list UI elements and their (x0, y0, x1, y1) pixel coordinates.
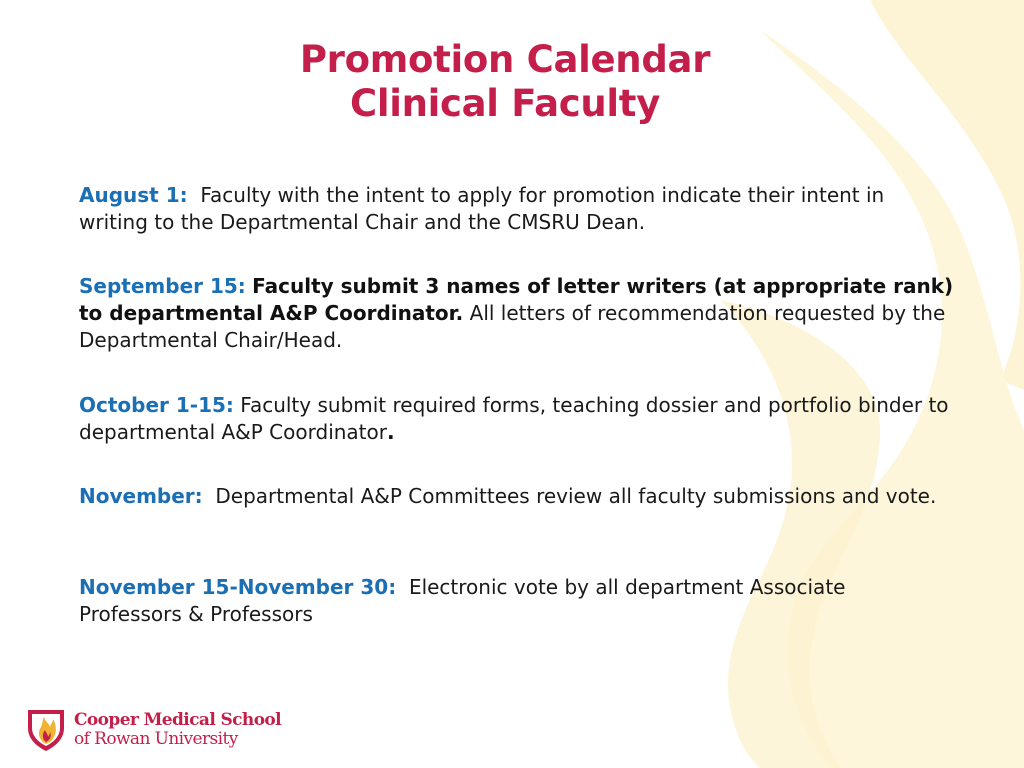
title-block (0, 38, 1010, 126)
flame-shield-icon (26, 708, 66, 752)
calendar-entry-august (79, 182, 954, 236)
calendar-entry-november (79, 483, 954, 510)
entry-date: October 1-15: (79, 393, 234, 417)
logo-school-name: Cooper Medical School (74, 710, 282, 730)
entry-date: November 15-November 30: (79, 575, 397, 599)
entry-date: September 15: (79, 274, 246, 298)
calendar-entry-october (79, 392, 954, 446)
logo-university-name: of Rowan University (74, 729, 238, 749)
page-subtitle: Clinical Faculty (349, 82, 661, 125)
page-title: Promotion Calendar (299, 38, 711, 81)
entry-text: Departmental A&P Committees review all faculty submissions and vote. (215, 484, 937, 508)
school-logo (26, 708, 281, 752)
entry-date: August 1: (79, 183, 188, 207)
entry-bold-text: Faculty submit 3 names of letter writers (at appropriate rank) to departmental A&P Coordinator. (79, 274, 954, 325)
calendar-entry-september (79, 273, 954, 354)
entry-text: All letters of recommendation requested by the Departmental Chair/Head. (79, 301, 946, 352)
calendar-entry-november-vote (79, 574, 954, 628)
entry-text: Faculty submit required forms, teaching dossier and portfolio binder to departmental A&P Coordinator (79, 393, 949, 444)
entry-text: Faculty with the intent to apply for promotion indicate their intent in writing to the Departmental Chair and the CMSRU Dean. (79, 183, 885, 234)
entry-bold-period: . (386, 420, 395, 444)
entry-date: November: (79, 484, 203, 508)
entry-text: Electronic vote by all department Associate Professors & Professors (79, 575, 846, 626)
